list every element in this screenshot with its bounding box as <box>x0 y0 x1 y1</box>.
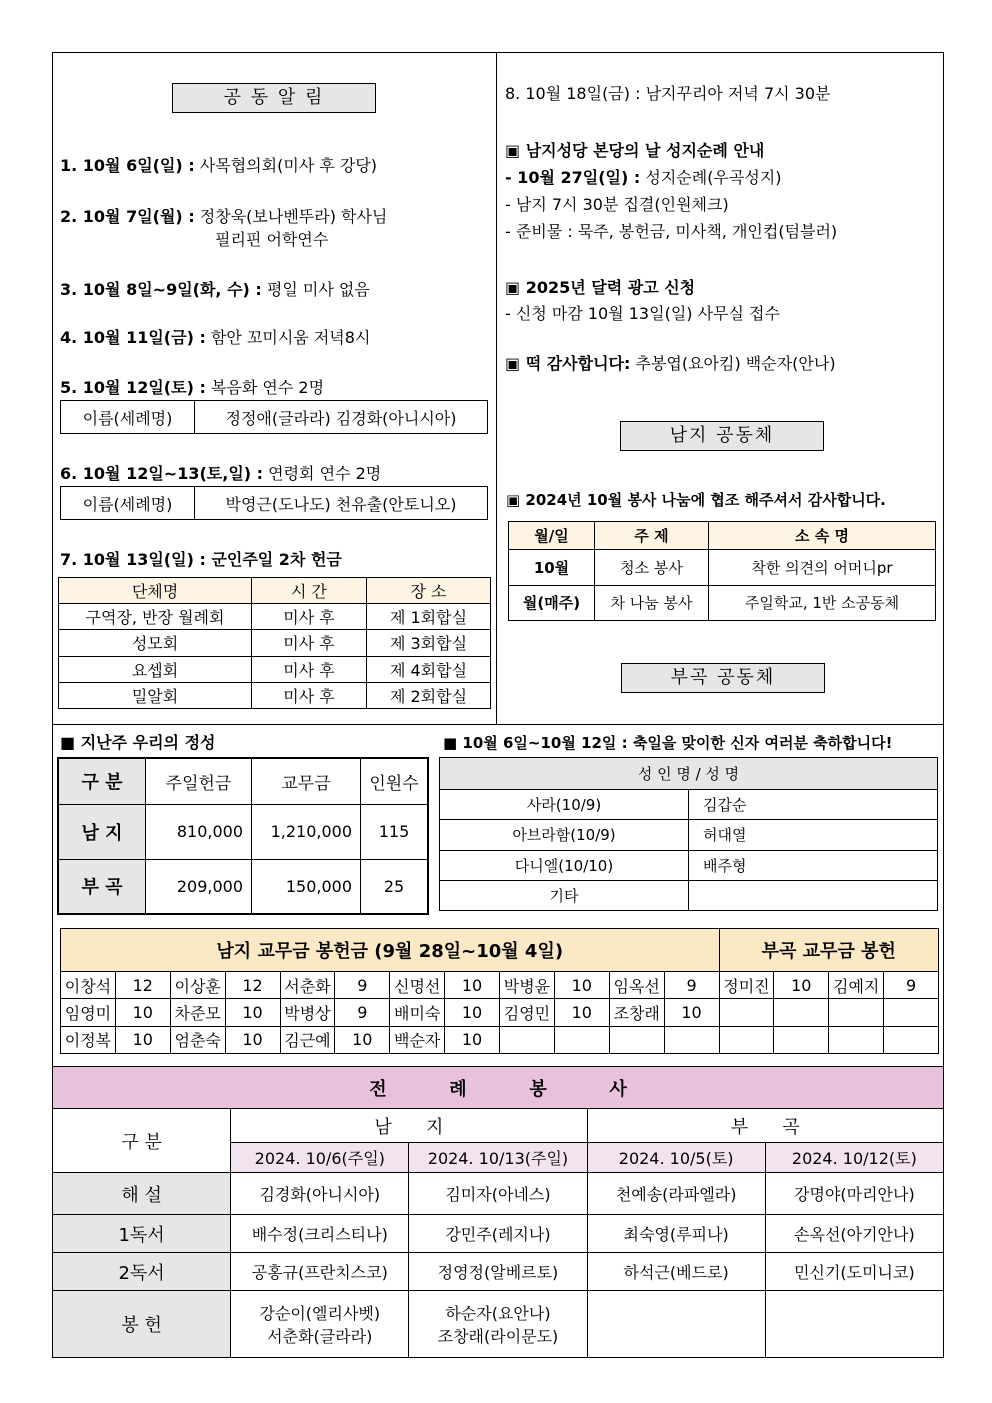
notice-item-3 <box>60 280 370 300</box>
cell: 209,000 <box>146 859 252 914</box>
cell: 이정복 <box>61 1026 116 1053</box>
thanks-text: 추봉엽(요아킴) 백순자(안나) <box>630 354 836 373</box>
pilgrimage-line-text: 성지순례(우곡성지) <box>640 168 782 187</box>
cell: 810,000 <box>146 804 252 859</box>
cell <box>719 999 774 1026</box>
liturgy-date: 2024. 10/12(토) <box>765 1143 943 1173</box>
notice-title: 공 동 알 림 <box>172 83 376 113</box>
liturgy-bugok: 부 곡 <box>587 1109 943 1143</box>
cell-line: 조창래(라이문도) <box>437 1327 559 1346</box>
row-label: 2독서 <box>53 1253 231 1291</box>
row-label: 해 설 <box>53 1173 231 1215</box>
row-label: 1독서 <box>53 1215 231 1253</box>
pilgrimage-title: ▣ 남지성당 본당의 날 성지순례 안내 <box>505 141 765 160</box>
calendar-line: - 신청 마감 10월 13일(일) 사무실 접수 <box>505 304 780 323</box>
cell: 박병상 <box>280 999 335 1026</box>
notice-item-head: 3. 10월 8일~9일(화, 수) : <box>60 280 262 299</box>
cell: 정영정(알베르토) <box>409 1253 587 1291</box>
kyomu-namji-title: 남지 교무금 봉헌금 (9월 28일~10월 4일) <box>61 929 720 972</box>
notice-item-head: 1. 10월 6일(일) : <box>60 156 195 175</box>
cell: 김예지 <box>829 972 884 999</box>
cell: 착한 의견의 어머니pr <box>709 550 936 586</box>
liturgy-namji: 남 지 <box>231 1109 587 1143</box>
cell: 엄춘숙 <box>170 1026 225 1053</box>
cell-line: 강순이(엘리사벳) <box>259 1304 381 1323</box>
cell-line: 서춘화(글라라) <box>267 1327 373 1346</box>
cell <box>765 1291 943 1358</box>
kyomu-table <box>60 928 939 1054</box>
cell <box>884 1026 939 1053</box>
notice-item-1 <box>60 156 377 176</box>
notice-item-7: 7. 10월 13일(일) : 군인주일 2차 헌금 <box>60 550 342 569</box>
liturgy-date: 2024. 10/13(주일) <box>409 1143 587 1173</box>
notice-item-head: 5. 10월 12일(토) : <box>60 378 206 397</box>
offering-header: 주일헌금 <box>146 758 252 804</box>
cell <box>719 1026 774 1053</box>
cell: 10 <box>554 999 609 1026</box>
cell: 12 <box>225 972 280 999</box>
service-header: 월/일 <box>509 522 595 550</box>
liturgy-gubun: 구 분 <box>53 1109 231 1173</box>
cell: 1,210,000 <box>252 804 361 859</box>
cell: 10 <box>335 1026 390 1053</box>
cell: 제 1회합실 <box>367 604 491 630</box>
group-header: 장 소 <box>367 578 491 604</box>
cell: 김영민 <box>500 999 555 1026</box>
pilgrimage-line-head: - 10월 27일(일) : <box>505 168 641 187</box>
cell: 하석근(베드로) <box>587 1253 765 1291</box>
table-row <box>53 1173 944 1215</box>
feast-header: 성 인 명 / 성 명 <box>440 758 938 790</box>
calendar-title: ▣ 2025년 달력 광고 신청 <box>505 278 696 297</box>
notice-item-head: 2. 10월 7일(월) : <box>60 207 195 226</box>
cell: 배수정(크리스티나) <box>231 1215 409 1253</box>
table-row <box>440 880 938 910</box>
notice-item-text: 복음화 연수 2명 <box>205 378 325 397</box>
cell: 신명선 <box>390 972 445 999</box>
notice-item-head: 4. 10월 11일(금) : <box>60 328 206 347</box>
cell: 박병윤 <box>500 972 555 999</box>
table-row <box>509 585 936 621</box>
cell: 밀알회 <box>59 682 252 708</box>
cell: 10월 <box>509 550 595 586</box>
cell: 배주형 <box>689 850 938 880</box>
cell: 민신기(도미니코) <box>765 1253 943 1291</box>
table-row <box>440 790 938 820</box>
notice-item-8 <box>505 84 831 104</box>
notice-item-text: 사목협의회(미사 후 강당) <box>194 156 378 175</box>
table-row <box>53 1291 944 1358</box>
offering-header: 인원수 <box>361 758 429 804</box>
liturgy-date: 2024. 10/5(토) <box>587 1143 765 1173</box>
offering-header: 교무금 <box>252 758 361 804</box>
cell <box>689 880 938 910</box>
cell: 미사 후 <box>252 656 367 682</box>
cell: 조창래 <box>609 999 664 1026</box>
pilgrimage-line-3: - 준비물 : 묵주, 봉헌금, 미사책, 개인컵(텀블러) <box>505 222 838 241</box>
liturgy-table <box>52 1066 944 1358</box>
group-table <box>58 577 491 709</box>
box-5-label: 이름(세례명) <box>61 401 195 434</box>
cell <box>774 999 829 1026</box>
table-row <box>59 682 491 708</box>
cell: 제 4회합실 <box>367 656 491 682</box>
box-6-label: 이름(세례명) <box>61 487 195 520</box>
thanks-line <box>505 354 836 374</box>
notice-item-head: 6. 10월 12일~13(토,일) : <box>60 464 264 483</box>
cell: 미사 후 <box>252 630 367 656</box>
cell: 이상훈 <box>170 972 225 999</box>
table-row <box>61 972 939 999</box>
cell: 김미자(아네스) <box>409 1173 587 1215</box>
cell: 10 <box>445 999 500 1026</box>
notice-item-text: 평일 미사 없음 <box>261 280 370 299</box>
cell: 10 <box>115 1026 170 1053</box>
cell: 차 나눔 봉사 <box>595 585 709 621</box>
cell: 10 <box>554 972 609 999</box>
feast-title: ■ 10월 6일~10월 12일 : 축일을 맞이한 신자 여러분 축하합니다! <box>443 734 893 752</box>
cell: 115 <box>361 804 429 859</box>
cell: 미사 후 <box>252 604 367 630</box>
service-table <box>508 521 936 621</box>
cell: 성모회 <box>59 630 252 656</box>
cell: 10 <box>445 972 500 999</box>
cell: 25 <box>361 859 429 914</box>
cell: 배미숙 <box>390 999 445 1026</box>
notice-item-6 <box>60 464 381 484</box>
cell: 10 <box>225 999 280 1026</box>
cell: 다니엘(10/10) <box>440 850 689 880</box>
offering-header: 구 분 <box>58 758 146 804</box>
cell <box>554 1026 609 1053</box>
group-header: 시 간 <box>252 578 367 604</box>
table-row <box>53 1253 944 1291</box>
pilgrimage-line-2: - 남지 7시 30분 집결(인원체크) <box>505 195 729 214</box>
cell: 백순자 <box>390 1026 445 1053</box>
notice-item-text: 정창욱(보나벤뚜라) 학사님 <box>194 207 388 226</box>
cell: 손옥선(아기안나) <box>765 1215 943 1253</box>
cell: 강명야(마리안나) <box>765 1173 943 1215</box>
liturgy-title: 전 례 봉 사 <box>53 1067 944 1109</box>
cell: 기타 <box>440 880 689 910</box>
notice-item-text: 함안 꼬미시움 저녁8시 <box>205 328 371 347</box>
box-5-table <box>60 400 488 434</box>
notice-item-text: 연령회 연수 2명 <box>263 464 382 483</box>
table-row <box>61 1026 939 1053</box>
notice-item-head: 8. 10월 18일(금) : <box>505 84 641 103</box>
cell: 제 3회합실 <box>367 630 491 656</box>
cell: 이창석 <box>61 972 116 999</box>
cell: 10 <box>445 1026 500 1053</box>
offering-table <box>57 757 429 915</box>
cell <box>500 1026 555 1053</box>
notice-item-text: 남지꾸리아 저녁 7시 30분 <box>640 84 831 103</box>
cell: 허대열 <box>689 820 938 850</box>
feast-table <box>439 757 938 911</box>
table-row <box>440 820 938 850</box>
cell-line: 하순자(요안나) <box>445 1304 551 1323</box>
cell: 아브라함(10/9) <box>440 820 689 850</box>
service-note: ▣ 2024년 10월 봉사 나눔에 협조 해주셔서 감사합니다. <box>506 491 886 509</box>
column-divider <box>496 52 497 724</box>
cell: 김갑순 <box>689 790 938 820</box>
cell <box>829 1026 884 1053</box>
cell: 12 <box>115 972 170 999</box>
cell: 임영미 <box>61 999 116 1026</box>
notice-item-5 <box>60 378 324 398</box>
notice-item-2-line2: 필리핀 어학연수 <box>215 230 329 249</box>
cell <box>829 999 884 1026</box>
cell <box>609 1026 664 1053</box>
cell: 9 <box>335 972 390 999</box>
cell: 월(매주) <box>509 585 595 621</box>
cell: 9 <box>335 999 390 1026</box>
cell <box>884 999 939 1026</box>
cell: 차준모 <box>170 999 225 1026</box>
cell: 150,000 <box>252 859 361 914</box>
cell: 공홍규(프란치스코) <box>231 1253 409 1291</box>
cell: 임옥선 <box>609 972 664 999</box>
cell: 9 <box>664 972 719 999</box>
cell: 10 <box>664 999 719 1026</box>
table-row <box>58 804 428 859</box>
cell: 최숙영(루피나) <box>587 1215 765 1253</box>
cell: 강민주(레지나) <box>409 1215 587 1253</box>
service-header: 소 속 명 <box>709 522 936 550</box>
row-label: 봉 헌 <box>53 1291 231 1358</box>
service-header: 주 제 <box>595 522 709 550</box>
cell: 제 2회합실 <box>367 682 491 708</box>
cell: 정미진 <box>719 972 774 999</box>
section-divider <box>52 724 944 725</box>
cell: 9 <box>884 972 939 999</box>
cell <box>587 1291 765 1358</box>
liturgy-date: 2024. 10/6(주일) <box>231 1143 409 1173</box>
cell: 10 <box>774 972 829 999</box>
cell: 구역장, 반장 월례회 <box>59 604 252 630</box>
cell: 청소 봉사 <box>595 550 709 586</box>
cell: 주일학교, 1반 소공동체 <box>709 585 936 621</box>
box-6-table <box>60 486 488 520</box>
notice-item-2 <box>60 207 387 227</box>
cell: 10 <box>115 999 170 1026</box>
cell: 김경화(아니시아) <box>231 1173 409 1215</box>
group-header: 단체명 <box>59 578 252 604</box>
kyomu-bugok-title: 부곡 교무금 봉헌 <box>719 929 939 972</box>
cell: 미사 후 <box>252 682 367 708</box>
cell: 남 지 <box>58 804 146 859</box>
table-row <box>61 999 939 1026</box>
cell: 서춘화 <box>280 972 335 999</box>
table-row <box>59 604 491 630</box>
cell: 사라(10/9) <box>440 790 689 820</box>
pilgrimage-line-1 <box>505 168 782 188</box>
cell: 10 <box>225 1026 280 1053</box>
cell: 천예송(라파엘라) <box>587 1173 765 1215</box>
thanks-head: ▣ 떡 감사합니다: <box>505 354 631 373</box>
cell <box>774 1026 829 1053</box>
table-row <box>53 1215 944 1253</box>
table-row <box>59 630 491 656</box>
cell <box>664 1026 719 1053</box>
namji-community-title: 남지 공동체 <box>620 421 824 451</box>
box-5-value: 정정애(글라라) 김경화(아니시아) <box>195 401 488 434</box>
notice-item-4 <box>60 328 370 348</box>
bugok-community-title: 부곡 공동체 <box>621 663 825 693</box>
cell: 부 곡 <box>58 859 146 914</box>
table-row <box>59 656 491 682</box>
cell: 김근예 <box>280 1026 335 1053</box>
cell <box>409 1291 587 1358</box>
cell <box>231 1291 409 1358</box>
offering-title: ■ 지난주 우리의 정성 <box>60 733 216 752</box>
cell: 요셉회 <box>59 656 252 682</box>
box-6-value: 박영근(도나도) 천유출(안토니오) <box>195 487 488 520</box>
table-row <box>440 850 938 880</box>
table-row <box>58 859 428 914</box>
table-row <box>509 550 936 586</box>
